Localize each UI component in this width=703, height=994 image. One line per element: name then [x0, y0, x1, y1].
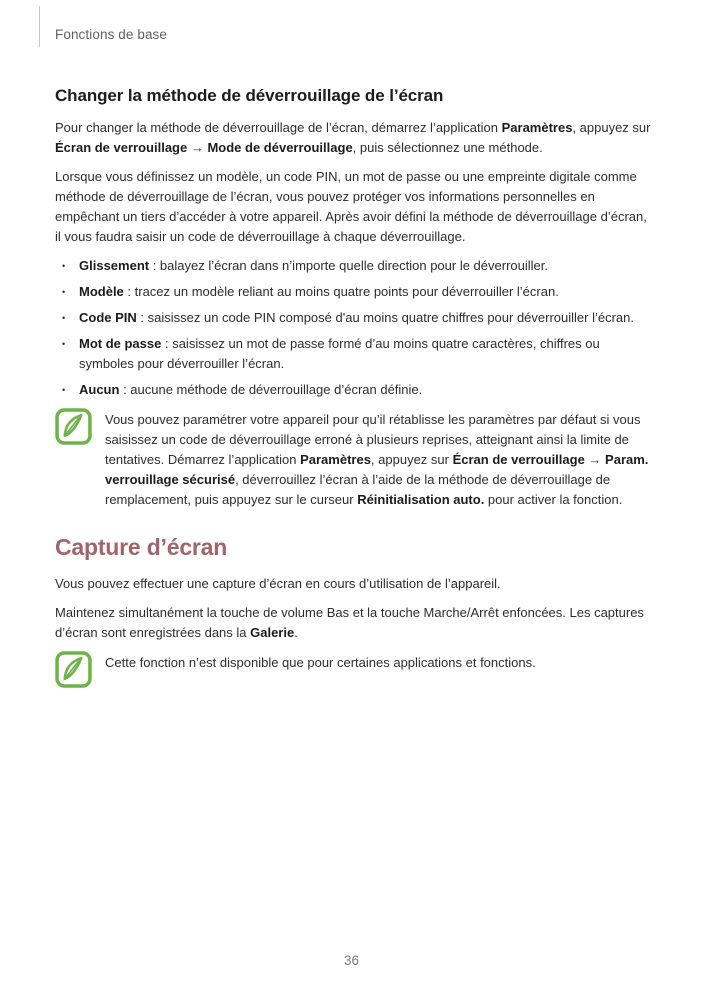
text-run: pour activer la fonction. [484, 492, 623, 507]
text-run: , déverrouillez l’écran à l’aide de la méthode de déverrouillage de remplacement, puis appuyez sur le curseur [105, 472, 611, 507]
note-pencil-icon [55, 651, 92, 688]
menu-param-verrouillage-securise: Param. verrouillage sécurisé [105, 452, 649, 487]
paragraph-screenshot-howto [55, 603, 651, 643]
text-run: Vous pouvez paramétrer votre appareil pour qu’il rétablisse les paramètres par défaut si vous saisissez un code de déverrouillage erroné à plusieurs reprises, atteignant ainsi la limite de tentatives. Démarrez l’application [105, 412, 641, 467]
text-run: Maintenez simultanément la touche de volume Bas et la touche Marche/Arrêt enfoncées. Les captures d’écran sont enregistrées dans la [55, 605, 644, 640]
note-pencil-icon [55, 408, 92, 445]
list-item-aucun [55, 380, 651, 400]
menu-mode-deverrouillage: Mode de déverrouillage [207, 140, 353, 155]
list-term: Modèle [79, 284, 124, 299]
page-number: 36 [343, 953, 360, 968]
note-text: Cette fonction n’est disponible que pour certaines applications et fonctions. [105, 655, 536, 670]
app-name-parametres: Paramètres [501, 120, 573, 135]
chapter-title: Fonctions de base [55, 27, 168, 42]
list-desc: : aucune méthode de déverrouillage d’écran définie. [119, 382, 423, 397]
list-desc: : saisissez un mot de passe formé d’au moins quatre caractères, chiffres ou symboles pour déverrouiller l’écran. [79, 336, 600, 371]
menu-ecran-verrouillage: Écran de verrouillage [452, 452, 585, 467]
arrow-glyph: → [584, 452, 606, 467]
list-term: Aucun [79, 382, 120, 397]
list-item-modele [55, 282, 651, 302]
unlock-methods-list [55, 256, 651, 400]
paragraph-screenshot-intro: Vous pouvez effectuer une capture d’écran en cours d’utilisation de l’appareil. [55, 576, 501, 591]
app-name-parametres: Paramètres [300, 452, 371, 467]
page-content [55, 80, 651, 700]
list-item-mot-de-passe [55, 334, 651, 374]
list-term: Mot de passe [79, 336, 162, 351]
page-footer [0, 952, 703, 970]
paragraph-unlock-security: Lorsque vous définissez un modèle, un code PIN, un mot de passe ou une empreinte digitale comme méthode de déverrouillage de l’écran, vous pouvez protéger vos informations personnelles en empêchant un tiers d’accéder à votre appareil. Après avoir défini la méthode de déverrouillage d’écran, il vous faudra saisir un code de déverrouillage à chaque déverrouillage. [55, 169, 647, 244]
list-desc: : tracez un modèle reliant au moins quatre points pour déverrouiller l’écran. [123, 284, 559, 299]
text-run: Pour changer la méthode de déverrouillage de l’écran, démarrez l’application [55, 120, 502, 135]
section2-title: Capture d’écran [55, 534, 228, 560]
text-run: , appuyez sur [370, 452, 453, 467]
header-rule [39, 6, 40, 47]
note-text [105, 410, 651, 510]
text-run: . [294, 625, 298, 640]
paragraph-unlock-intro [55, 118, 651, 158]
menu-ecran-verrouillage: Écran de verrouillage [55, 140, 188, 155]
note-screenshot-availability [55, 653, 651, 688]
toggle-reinitialisation-auto: Réinitialisation auto. [357, 492, 485, 507]
list-desc: : saisissez un code PIN composé d'au moins quatre chiffres pour déverrouiller l’écran. [136, 310, 635, 325]
list-item-glissement [55, 256, 651, 276]
note-auto-reset [55, 410, 651, 510]
list-desc: : balayez l’écran dans n’importe quelle direction pour le déverrouiller. [149, 258, 548, 273]
list-term: Code PIN [79, 310, 137, 325]
list-item-code-pin [55, 308, 651, 328]
app-name-galerie: Galerie [250, 625, 295, 640]
list-term: Glissement [79, 258, 150, 273]
text-run: , puis sélectionnez une méthode. [352, 140, 543, 155]
arrow-glyph: → [187, 140, 208, 155]
section1-title: Changer la méthode de déverrouillage de l’écran [55, 86, 444, 105]
text-run: , appuyez sur [572, 120, 651, 135]
